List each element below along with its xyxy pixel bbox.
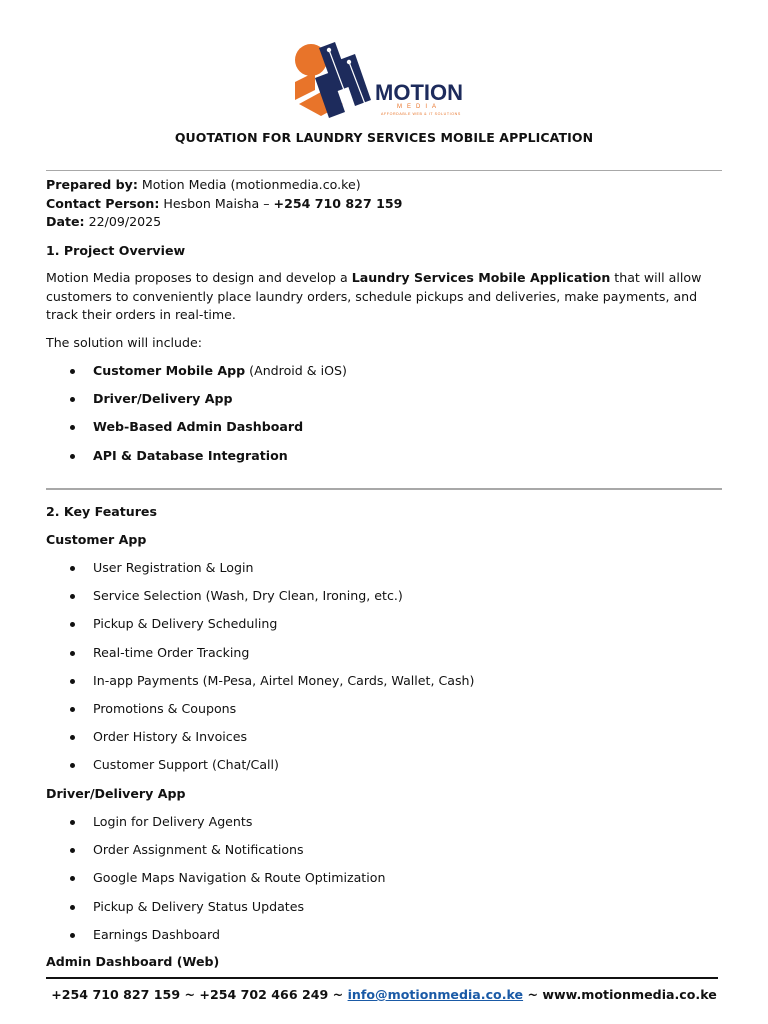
footer-divider [46,977,718,979]
solution-intro: The solution will include: [46,335,202,350]
bullet-icon [70,763,75,768]
admin-dashboard-heading: Admin Dashboard (Web) [46,954,220,969]
section-divider [46,488,722,490]
item-text: Service Selection (Wash, Dry Clean, Ironing, etc.) [93,588,403,604]
bullet-icon [70,594,75,599]
bullet-icon [70,820,75,825]
project-overview-heading: 1. Project Overview [46,243,186,258]
item-text: Pickup & Delivery Scheduling [93,616,278,632]
bullet-icon [70,848,75,853]
bullet-icon [70,735,75,740]
bullet-icon [70,707,75,712]
list-item [46,869,385,897]
driver-app-heading: Driver/Delivery App [46,786,186,801]
bullet-icon [70,679,75,684]
item-text: Promotions & Coupons [93,700,237,716]
item-text: Login for Delivery Agents [93,814,253,829]
date-label: Date: [46,214,85,229]
key-features-heading: 2. Key Features [46,504,157,519]
prepared-by-line [46,176,361,195]
customer-app-heading: Customer App [46,532,147,547]
item-bold: API & Database Integration [93,447,288,463]
item-bold: Driver/Delivery App [93,391,233,407]
list-item [46,926,385,954]
list-item [46,559,474,587]
item-text: Google Maps Navigation & Route Optimization [93,870,386,886]
contact-person-label: Contact Person: [46,196,160,211]
bullet-icon [70,905,75,910]
overview-text-post: that will allow customers to conveniently place laundry orders, schedule pickups and deliveries, make payments, and track their orders in real-time. [46,270,702,323]
logo-brand-text: MOTION [375,80,463,105]
list-item [46,362,347,390]
list-item [46,813,385,841]
list-item [46,898,385,926]
date-value: 22/09/2025 [84,214,162,229]
footer-phones: +254 710 827 159 ~ +254 702 466 249 ~ [51,987,348,1002]
overview-text-pre: Motion Media proposes to design and develop a [46,270,352,285]
solution-list [46,362,347,475]
document-title: QUOTATION FOR LAUNDRY SERVICES MOBILE APPLICATION [174,130,594,145]
item-text: Customer Support (Chat/Call) [93,757,279,773]
list-item [46,841,385,869]
motion-media-logo [289,42,479,120]
list-item [46,418,347,446]
logo-sub-text: MEDIA [397,104,442,110]
item-text: Order Assignment & Notifications [93,842,304,858]
footer-contacts [0,987,768,1002]
item-text: User Registration & Login [93,560,254,575]
driver-features-list [46,813,385,954]
logo-tagline: AFFORDABLE WEB & IT SOLUTIONS [381,112,461,116]
bullet-icon [70,622,75,627]
project-overview-paragraph [46,269,722,325]
list-item [46,756,474,784]
list-item [46,615,474,643]
date-line [46,213,161,232]
prepared-by-label: Prepared by: [46,177,138,192]
list-item [46,672,474,700]
bullet-icon [70,876,75,881]
contact-phone: +254 710 827 159 [273,196,403,211]
item-bold: Web-Based Admin Dashboard [93,419,304,435]
list-item [46,390,347,418]
overview-text-bold: Laundry Services Mobile Application [351,270,611,285]
list-item [46,700,474,728]
customer-features-list [46,559,474,785]
item-text: Real-time Order Tracking [93,644,250,660]
item-text: Earnings Dashboard [93,926,220,942]
list-item [46,728,474,756]
item-text: Order History & Invoices [93,729,248,745]
list-item [46,587,474,615]
item-rest: (Android & iOS) [245,363,347,378]
bullet-icon [70,397,75,402]
item-text: Pickup & Delivery Status Updates [93,898,305,914]
contact-person-line [46,195,402,214]
bullet-icon [70,369,75,374]
bullet-icon [70,425,75,430]
bullet-icon [70,566,75,571]
bullet-icon [70,933,75,938]
list-item [46,644,474,672]
list-item [46,447,347,475]
footer-email-link[interactable]: info@motionmedia.co.ke [347,987,524,1002]
bullet-icon [70,651,75,656]
prepared-by-value: Motion Media (motionmedia.co.ke) [137,177,361,192]
bullet-icon [70,454,75,459]
item-text: In-app Payments (M-Pesa, Airtel Money, Cards, Wallet, Cash) [93,672,475,688]
top-divider [46,170,722,171]
contact-person-value: Hesbon Maisha – [159,196,274,211]
item-bold: Customer Mobile App [93,363,246,378]
footer-website: ~ www.motionmedia.co.ke [523,987,717,1002]
logo-graphic [289,42,479,120]
